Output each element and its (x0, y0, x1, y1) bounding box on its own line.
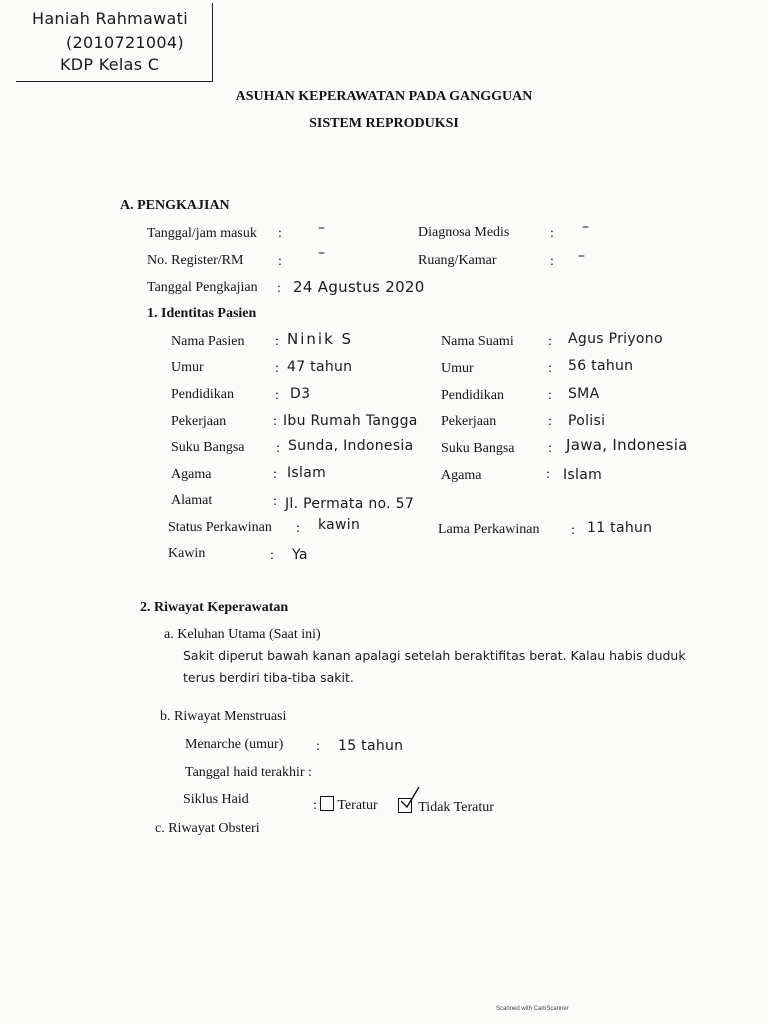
ruang-value: – (578, 248, 586, 264)
suami-label: Umur (441, 361, 474, 376)
lama-perkawinan-label: Lama Perkawinan (438, 522, 540, 537)
tidak-teratur-label: Tidak Teratur (418, 800, 494, 815)
haid-terakhir-label: Tanggal haid terakhir : (185, 765, 312, 780)
suami-value: Islam (563, 467, 603, 483)
pasien-value: Ibu Rumah Tangga (283, 413, 418, 429)
status-perkawinan-value: kawin (318, 517, 361, 533)
colon: : (548, 361, 552, 376)
ruang-label: Ruang/Kamar (418, 253, 497, 268)
checkmark-icon (401, 787, 421, 811)
riwayat-heading: 2. Riwayat Keperawatan (140, 600, 289, 615)
pasien-label: Agama (171, 467, 212, 482)
student-name-box (16, 3, 213, 82)
suami-label: Nama Suami (441, 334, 514, 349)
colon: : (277, 281, 281, 296)
keluhan-line1: Sakit diperut bawah kanan apalagi setelah beraktifitas berat. Kalau habis duduk (183, 648, 686, 663)
colon: : (275, 334, 279, 349)
obsteri-label: c. Riwayat Obsteri (155, 821, 260, 836)
colon: : (273, 414, 277, 429)
colon: : (548, 388, 552, 403)
pasien-value: Sunda, Indonesia (288, 438, 414, 454)
pasien-label: Pekerjaan (171, 414, 227, 429)
kawin-value: Ya (292, 547, 308, 563)
diagnosa-label: Diagnosa Medis (418, 225, 510, 240)
pasien-label: Umur (171, 360, 204, 375)
pasien-value: D3 (290, 386, 311, 402)
colon: : (548, 441, 552, 456)
tidak-teratur-checkbox[interactable] (398, 798, 412, 813)
student-id: (2010721004) (66, 33, 184, 52)
section-a-heading: A. PENGKAJIAN (120, 198, 230, 213)
colon: : (278, 226, 282, 241)
colon: : (276, 441, 280, 456)
tanggal-pengkajian-value: 24 Agustus 2020 (293, 278, 425, 296)
pasien-value: Islam (287, 465, 327, 481)
siklus-option-teratur[interactable]: : Teratur (313, 798, 378, 813)
document-title-line2: SISTEM REPRODUKSI (309, 116, 459, 131)
pasien-label: Nama Pasien (171, 334, 245, 349)
colon: : (548, 414, 552, 429)
colon: : (278, 254, 282, 269)
scanner-footer: Scanned with CamScanner (496, 1006, 569, 1012)
register-value: – (318, 245, 326, 261)
kawin-label: Kawin (168, 546, 206, 561)
pasien-value: Ninik S (287, 330, 354, 348)
menstruasi-label: b. Riwayat Menstruasi (160, 709, 287, 724)
colon: : (273, 467, 277, 482)
register-label: No. Register/RM (147, 253, 244, 268)
suami-label: Pendidikan (441, 388, 504, 403)
pasien-label: Suku Bangsa (171, 440, 245, 455)
tanggal-pengkajian-label: Tanggal Pengkajian (147, 280, 258, 295)
tanggal-masuk-value: – (318, 220, 326, 236)
keluhan-label: a. Keluhan Utama (Saat ini) (164, 627, 321, 642)
pasien-label: Alamat (171, 493, 213, 508)
colon: : (571, 523, 575, 538)
identitas-heading: 1. Identitas Pasien (147, 306, 257, 321)
suami-label: Suku Bangsa (441, 441, 515, 456)
suami-label: Pekerjaan (441, 414, 497, 429)
colon: : (296, 521, 300, 536)
colon: : (270, 548, 274, 563)
pasien-value: Jl. Permata no. 57 (285, 496, 415, 512)
suami-value: Agus Priyono (568, 331, 663, 347)
colon: : (550, 254, 554, 269)
teratur-checkbox[interactable] (320, 796, 334, 811)
suami-label: Agama (441, 468, 482, 483)
suami-value: SMA (568, 386, 600, 402)
teratur-label: Teratur (337, 798, 378, 813)
colon: : (546, 467, 550, 482)
colon: : (548, 334, 552, 349)
colon: : (273, 494, 277, 509)
suami-value: 56 tahun (568, 358, 634, 374)
suami-value: Polisi (568, 413, 606, 429)
document-title-line1: ASUHAN KEPERAWATAN PADA GANGGUAN (235, 89, 533, 104)
lama-perkawinan-value: 11 tahun (587, 520, 653, 536)
colon: : (316, 739, 320, 754)
status-perkawinan-label: Status Perkawinan (168, 520, 272, 535)
siklus-option-tidak-teratur[interactable] (398, 798, 494, 816)
siklus-haid-label: Siklus Haid (183, 792, 249, 807)
colon: : (275, 361, 279, 376)
pasien-label: Pendidikan (171, 387, 234, 402)
diagnosa-value: – (582, 219, 590, 235)
suami-value: Jawa, Indonesia (566, 436, 688, 454)
colon: : (275, 388, 279, 403)
colon: : (550, 226, 554, 241)
tanggal-masuk-label: Tanggal/jam masuk (147, 226, 257, 241)
menarche-label: Menarche (umur) (185, 737, 284, 752)
menarche-value: 15 tahun (338, 738, 404, 754)
student-name: Haniah Rahmawati (32, 9, 188, 28)
pasien-value: 47 tahun (287, 359, 353, 375)
keluhan-line2: terus berdiri tiba-tiba sakit. (183, 670, 354, 685)
student-class: KDP Kelas C (60, 55, 160, 74)
